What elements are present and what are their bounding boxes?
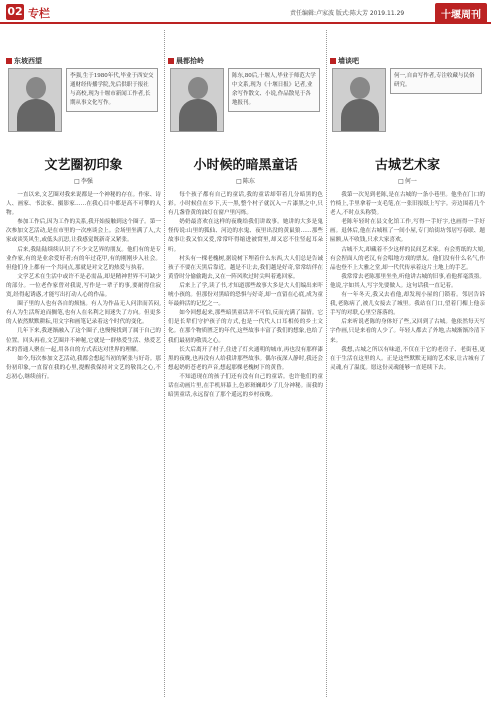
paragraph: 文学艺术在生活中或许不是必需品,却是精神世界不可缺少的部分。一位老作家曾对我说,写作是一辈子的事,要耐得住寂寞,经得起诱惑,才能写出打动人心的作品。 <box>6 273 161 299</box>
column-tag: 墙谈吧 <box>330 56 359 66</box>
paragraph: 几年下来,我逐渐融入了这个圈子,也慢慢找到了属于自己的位置。回头再看,文艺圈并不神秘,它就是一群热爱生活、热爱艺术的普通人聚在一起,用各自的方式表达对世界的理解。 <box>6 328 161 353</box>
paragraph: 参加工作后,因为工作的关系,我开始接触到这个圈子。第一次参加文艺活动,是在市里的一次座谈会上。会场里坐满了人,大家或谈笑风生,或低头沉思,让我感觉既新奇又紧张。 <box>6 219 161 244</box>
paragraph: 后来,我陆陆续续认识了不少文艺界的朋友。他们有的是专业作家,有的是业余爱好者;有的年过花甲,有的刚刚步入社会。但他们身上都有一个共同点,那就是对文艺的热爱与执着。 <box>6 246 161 271</box>
page-header <box>0 0 491 24</box>
paragraph: 后来听说老陈的身体好了些,又回到了古城。他依然每天写字作画,只是来看的人少了。年轻人都去了外地,古城渐渐冷清下来。 <box>330 319 485 344</box>
column-tag: 东坡西望 <box>6 56 42 66</box>
author-bio: 陈东,80后,十堰人,毕业于师范大学中文系,现为《十堰日报》记者,业余写作散文、小说,作品散见于各地报刊。 <box>228 68 320 112</box>
paragraph: 我想,古城之所以有味道,不仅在于它的老房子、老街巷,更在于生活在这里的人。正是这些默默无闻的艺术家,让古城有了灵魂,有了温度。愿这份灵魂能够一直延续下去。 <box>330 346 485 371</box>
article-byline: □ 李强 <box>6 176 161 185</box>
section-name: 专栏 <box>28 7 50 20</box>
author-photo <box>8 68 62 132</box>
author-photo <box>332 68 386 132</box>
article-column-2 <box>168 34 323 697</box>
article-body <box>168 191 323 691</box>
author-box <box>330 34 485 152</box>
paragraph: 如今,每次参加文艺活动,我都会想起当初的紧张与好奇。那份初印象,一直留在我的心里,提醒我保持对文艺的敬畏之心,不忘初心,继续前行。 <box>6 355 161 380</box>
article-title: 小时候的暗黑童话 <box>193 158 298 173</box>
column-divider <box>164 30 165 697</box>
article-byline: □ 陈东 <box>168 176 323 185</box>
article-column-3 <box>330 34 485 697</box>
author-bio: 何一,自由写作者,专注收藏与民俗研究。 <box>390 68 482 94</box>
paragraph: 每个孩子都有自己的童话,我的童话却带着几分暗黑的色彩。小时候住在乡下,天一黑,整个村子就沉入一片漆黑之中,只有几盏昏黄的油灯在窗户里闪烁。 <box>168 192 323 217</box>
article-byline: □ 何一 <box>330 176 485 185</box>
author-box <box>168 34 323 152</box>
paragraph: 奶奶最喜欢在这样的夜晚给我们讲故事。她讲的大多是鬼怪传说:山里的狐仙、河边的水鬼、夜里出没的黄鼠狼……那些故事让我又怕又爱,常常吓得缩进被窝里,却又忍不住竖起耳朵听。 <box>168 219 323 253</box>
paragraph: 一直以来,文艺圈对我来说都是一个神秘的存在。作家、诗人、画家、书法家、摄影家……在我心目中都是高不可攀的人物。 <box>6 192 161 217</box>
newspaper-brand: 十堰周刊 <box>435 3 487 24</box>
article-body <box>330 191 485 691</box>
article-title: 文艺圈初印象 <box>44 158 123 173</box>
paragraph: 不知道现在的孩子们还有没有自己的童话。也许他们的童话在动画片里,在手机屏幕上,色彩斑斓却少了几分神秘。而我的暗黑童话,永远留在了那个遥远的乡村夜晚。 <box>168 373 323 399</box>
paragraph: 村头有一棵老槐树,据说树下埋着什么东西,大人们总是告诫孩子不要在天黑后靠近。越是不让去,我们越是好奇,常常结伴在黄昏时分偷偷跑去,又在一阵风吹过时尖叫着逃回家。 <box>168 255 323 280</box>
author-box <box>6 34 161 152</box>
paragraph: 我第一次见到老陈,是在古城的一条小巷里。他坐在门口的竹椅上,手里拿着一支毛笔,在一张旧报纸上写字。旁边围着几个老人,不时点头称赞。 <box>330 192 485 217</box>
article-column-1 <box>6 34 161 697</box>
column-divider <box>326 30 327 697</box>
article-title: 古城艺术家 <box>374 158 440 173</box>
paragraph: 有一年冬天,我又去看他,却发现小屋的门锁着。邻居告诉我,老陈病了,被儿女接去了城里。我站在门口,望着门楣上他亲手写的对联,心里空落落的。 <box>330 292 485 317</box>
article-body <box>6 191 161 691</box>
author-photo <box>170 68 224 132</box>
paragraph: 圈子里的人也有各自的烦恼。有人为作品无人问津而苦闷,有人为生活所迫而搁笔,也有人在名利之间迷失了方向。但更多的人依然默默耕耘,用文字和画笔记录着这个时代的变化。 <box>6 301 161 326</box>
paragraph: 后来上了学,读了书,才知道那些故事大多是大人们编出来吓唬小孩的。但那份对黑暗的恐惧与好奇,却一直留在心底,成为童年最鲜活的记忆之一。 <box>168 282 323 308</box>
page-number: 02 <box>7 5 23 18</box>
paragraph: 古城不大,却藏着不少这样的民间艺术家。有会剪纸的大娘,有会捏面人的老汉,有会唱地方戏的票友。他们没有什么名气,作品也登不上大雅之堂,却一代代传承着这片土地上的手艺。 <box>330 246 485 271</box>
paragraph: 长大后离开了村子,住进了灯火通明的城市,再也没有那样漆黑的夜晚,也再没有人给我讲那些故事。偶尔夜深人静时,我还会想起奶奶苍老的声音,想起那棵老槐树下的黄昏。 <box>168 346 323 371</box>
paragraph: 老陈年轻时在县文化馆工作,写得一手好字,也画得一手好画。退休后,他在古城租了一间小屋,专门给街坊邻居写春联、题匾额,从不收钱,只求大家喜欢。 <box>330 219 485 244</box>
paragraph: 如今回想起来,那些暗黑童话并不可怕,反而充满了温情。它们是长辈们守护孩子的方式,也是一代代人口耳相传的乡土文化。在那个物质匮乏的年代,这些故事丰富了我们的想象,也给了我们最初的敬畏之心。 <box>168 310 323 344</box>
column-tag: 晨都拾岭 <box>168 56 204 66</box>
author-bio: 李强,生于1980年代,毕业于西安交通财经传播学院,先后供职于报社与高校,现为十堰市新闻工作者,长期从事文化写作。 <box>66 68 158 112</box>
paragraph: 我常常去老陈那里坐坐,听他讲古城的旧事,看他挥毫泼墨。他说,字如其人,写字先要做人。这句话我一直记着。 <box>330 273 485 289</box>
edition-meta: 责任编辑:卢家波 版式:陈大芳 2019.11.29 <box>290 10 405 17</box>
